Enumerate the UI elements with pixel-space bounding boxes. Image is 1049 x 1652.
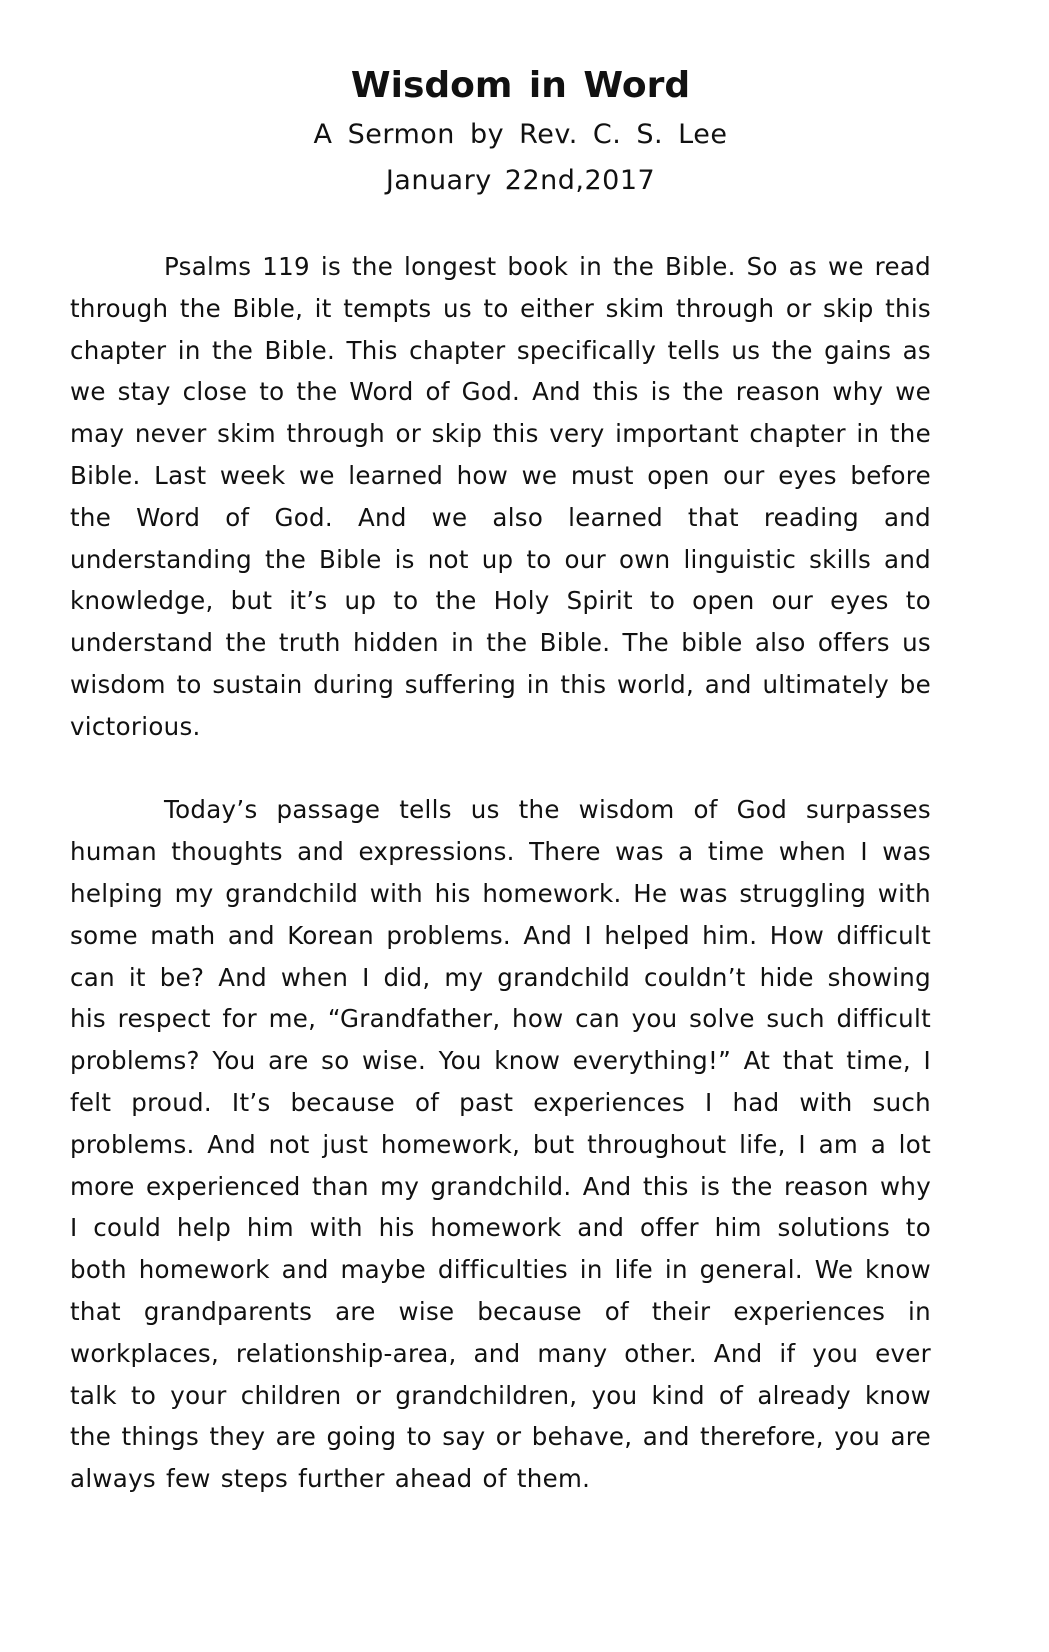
paragraph-1: Psalms 119 is the longest book in the Bible. So as we read through the Bible, it tempts us to either skim through or skip this chapter in the Bible. This chapter specifically tells us the gains as we stay close to the Word of God. And this is the reason why we may never skim through or skip this very important chapter in the Bible. Last week we learned how we must open our eyes before the Word of God. And we also learned that reading and understanding the Bible is not up to our own linguistic skills and knowledge, but it’s up to the Holy Spirit to open our eyes to understand the truth hidden in the Bible. The bible also offers us wisdom to sustain during suffering in this world, and ultimately be victorious. <box>70 252 931 741</box>
document-subtitle: A Sermon by Rev. C. S. Lee <box>313 119 728 150</box>
document-body <box>70 246 931 1500</box>
document-date: January 22nd,2017 <box>385 165 656 196</box>
document-title: Wisdom in Word <box>350 65 691 106</box>
paragraph-2: Today’s passage tells us the wisdom of God surpasses human thoughts and expressions. There was a time when I was helping my grandchild with his homework. He was struggling with some math and Korean problems. And I helped him. How difficult can it be? And when I did, my grandchild couldn’t hide showing his respect for me, “Grandfather, how can you solve such difficult problems? You are so wise. You know everything!” At that time, I felt proud. It’s because of past experiences I had with such problems. And not just homework, but throughout life, I am a lot more experienced than my grandchild. And this is the reason why I could help him with his homework and offer him solutions to both homework and maybe difficulties in life in general. We know that grandparents are wise because of their experiences in workplaces, relationship-area, and many other. And if you ever talk to your children or grandchildren, you kind of already know the things they are going to say or behave, and therefore, you are always few steps further ahead of them. <box>70 795 931 1494</box>
document-header <box>110 60 931 204</box>
